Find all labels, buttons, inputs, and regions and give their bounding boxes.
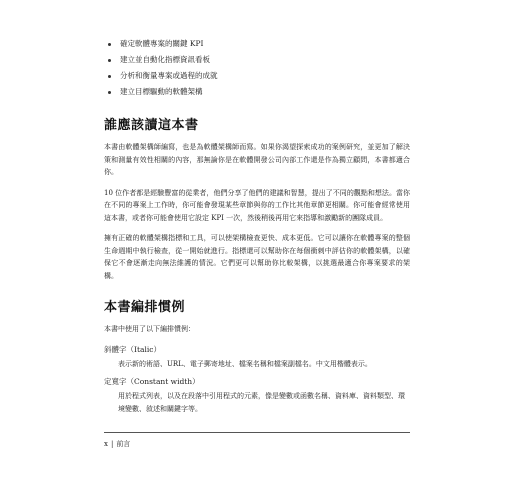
paragraph: 本書由軟體架構師編寫，也是為軟體架構師而寫。如果你渴望探索成功的案例研究，並更加了解決策和測量有效性相關的內容，那無論你是在軟體開發公司內部工作還是作為獨立顧問，本書都適合你。 <box>104 143 410 176</box>
definition-constant-width: 用於程式列表，以及在段落中引用程式的元素，像是變數或函數名稱、資料庫、資料類型、環境變數、敘述和關鍵字等。 <box>118 392 405 413</box>
term-constant-width: 定寬字（Constant width） <box>104 377 200 386</box>
bullet-item: 分析和衡量專案或過程的成就 <box>104 68 410 84</box>
footer-section: 前言 <box>116 440 131 448</box>
term-italic: 斜體字（Italic） <box>104 344 161 354</box>
paragraph: 擁有正確的軟體架構指標和工具，可以使架構檢查更快、成本更低。它可以讓你在軟體專案的整個生命週期中執行檢查，從一開始就進行。指標還可以幫助你在每個衝刺中評估你的軟體架構，以確保它不會逐漸走向無法維護的情況。它們更可以幫助你比較架構，以挑選最適合你專案要求的架構。 <box>104 234 410 280</box>
bullet-list <box>104 36 410 100</box>
page-content <box>104 36 410 419</box>
bullet-item: 確定軟體專案的關鍵 KPI <box>104 36 410 52</box>
footer-separator: | <box>110 440 114 448</box>
section-heading-conventions: 本書編排慣例 <box>104 300 186 315</box>
page-number: x <box>104 440 108 448</box>
conventions-intro: 本書中使用了以下編排慣例： <box>104 325 195 333</box>
bullet-item: 建立並自動化指標資訊看板 <box>104 52 410 68</box>
section-heading-audience: 誰應該讀這本書 <box>104 118 199 133</box>
page-footer <box>104 432 410 449</box>
bullet-item: 建立目標驅動的軟體架構 <box>104 84 410 100</box>
paragraph: 10 位作者都是經驗豐富的從業者，他們分享了他們的建議和智慧，提出了不同的觀點和想法。當你在不同的專案上工作時，你可能會發現某些章節與你的工作比其他章節更相關。你可能會經常使用這本書，或者你可能會使用它設定 KPI 一次，然後稍後再用它來指導和激勵新的團隊成員。 <box>104 188 410 222</box>
definition-italic: 表示新的術語、URL、電子郵寄地址、檔案名稱和檔案副檔名。中文用楷體表示。 <box>118 359 372 368</box>
